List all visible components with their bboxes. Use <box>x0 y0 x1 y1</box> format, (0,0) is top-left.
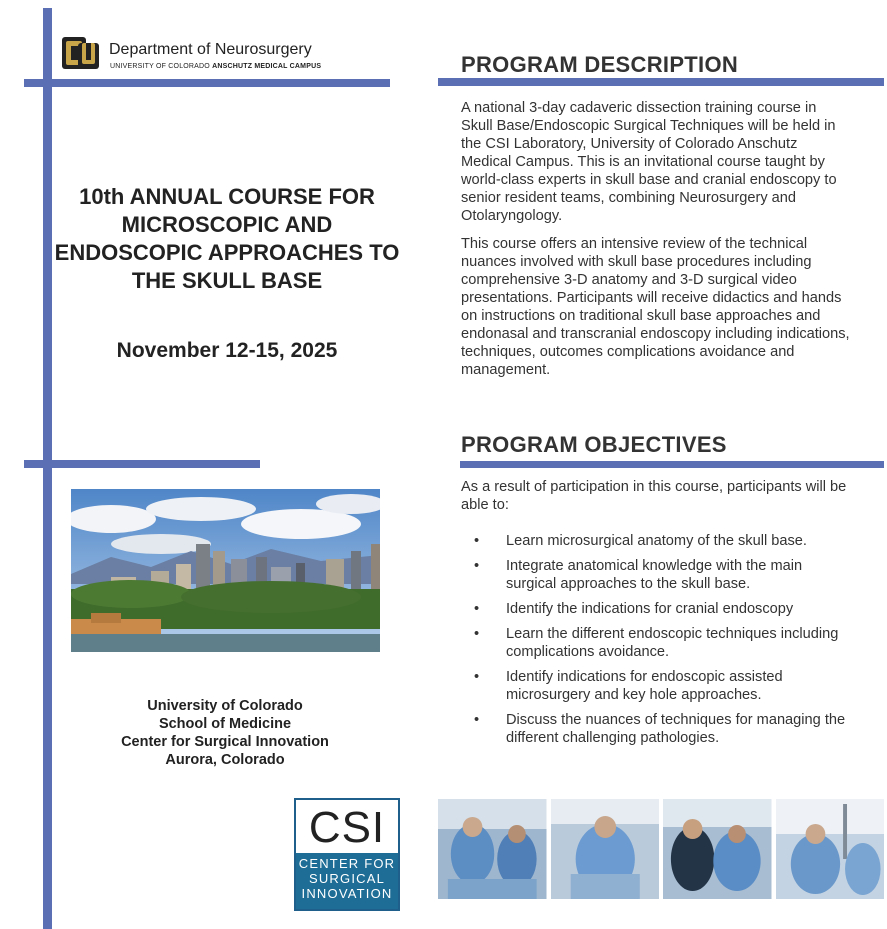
description-heading-underline <box>438 78 884 86</box>
csi-full-name <box>296 853 398 909</box>
objective-text: Identify the indications for cranial endoscopy <box>506 601 794 617</box>
denver-skyline-photo <box>71 489 380 652</box>
surgery-photo-3 <box>663 799 772 899</box>
cu-logo-icon <box>61 34 101 72</box>
bullet-icon: • <box>474 669 480 685</box>
objective-item <box>474 600 854 618</box>
bullet-icon: • <box>474 533 480 549</box>
vertical-accent-bar <box>43 8 52 929</box>
csi-acronym: CSI <box>308 802 386 852</box>
objectives-heading-underline <box>460 461 884 468</box>
bullet-icon: • <box>474 558 480 574</box>
surgery-photo-2 <box>551 799 660 899</box>
objective-item <box>474 625 854 661</box>
location-line: University of Colorado <box>147 698 303 714</box>
bullet-icon: • <box>474 626 480 642</box>
location-address <box>95 697 355 769</box>
objective-text: Integrate anatomical knowledge with the main surgical approaches to the skull base. <box>506 558 803 592</box>
bullet-icon: • <box>474 601 480 617</box>
objective-item <box>474 668 854 704</box>
course-date: November 12-15, 2025 <box>116 339 338 362</box>
description-paragraph-2: This course offers an intensive review of the technical nuances involved with skull base procedures including comprehensive 3-D anatomy and 3-D surgical video presentations. Participants will receive didactics and hands on instructions on traditional skull base approaches and endonasal and transcranial endoscopy including indications, techniques, outcomes complications avoidance and management. <box>461 236 850 378</box>
csi-line: SURGICAL <box>308 871 386 886</box>
objective-item <box>474 557 854 593</box>
surgery-photo-4 <box>776 799 885 899</box>
surgery-photo-1 <box>438 799 547 899</box>
department-name: Department of Neurosurgery <box>109 41 312 58</box>
csi-logo <box>294 798 400 911</box>
section-divider-left <box>24 460 260 468</box>
objective-item <box>474 711 854 747</box>
bullet-icon: • <box>474 712 480 728</box>
location-line: School of Medicine <box>158 716 292 732</box>
csi-line: INNOVATION <box>301 886 393 901</box>
objective-text: Learn the different endoscopic techniques including complications avoidance. <box>506 626 839 660</box>
objective-text: Identify indications for endoscopic assisted microsurgery and key hole approaches. <box>506 669 783 703</box>
csi-line: CENTER FOR <box>298 856 396 871</box>
objectives-list <box>474 532 854 754</box>
objective-text: Discuss the nuances of techniques for managing the different challenging pathologies. <box>506 712 846 746</box>
objective-item <box>474 532 854 550</box>
course-title: 10th ANNUAL COURSE FOR MICROSCOPIC AND ENDOSCOPIC APPROACHES TO THE SKULL BASE <box>54 184 400 293</box>
objectives-intro: As a result of participation in this course, participants will be able to: <box>461 479 847 513</box>
program-description-heading: PROGRAM DESCRIPTION <box>461 52 739 77</box>
program-objectives-heading: PROGRAM OBJECTIVES <box>461 432 727 457</box>
description-paragraph-1: A national 3-day cadaveric dissection training course in Skull Base/Endoscopic Surgical Techniques will be held in the CSI Laboratory, University of Colorado Anschutz Medical Campus. This is an invitational course taught by world-class experts in skull base and cranial endoscopy to senior resident teams, combining Neurosurgery and Otolaryngology. <box>461 100 837 224</box>
campus-name: UNIVERSITY OF COLORADO ANSCHUTZ MEDICAL CAMPUS <box>110 63 322 70</box>
header-divider-left <box>24 79 390 87</box>
surgical-photo-strip <box>438 799 884 899</box>
objective-text: Learn microsurgical anatomy of the skull base. <box>506 533 807 549</box>
location-line: Center for Surgical Innovation <box>121 734 329 750</box>
location-line: Aurora, Colorado <box>165 752 285 768</box>
